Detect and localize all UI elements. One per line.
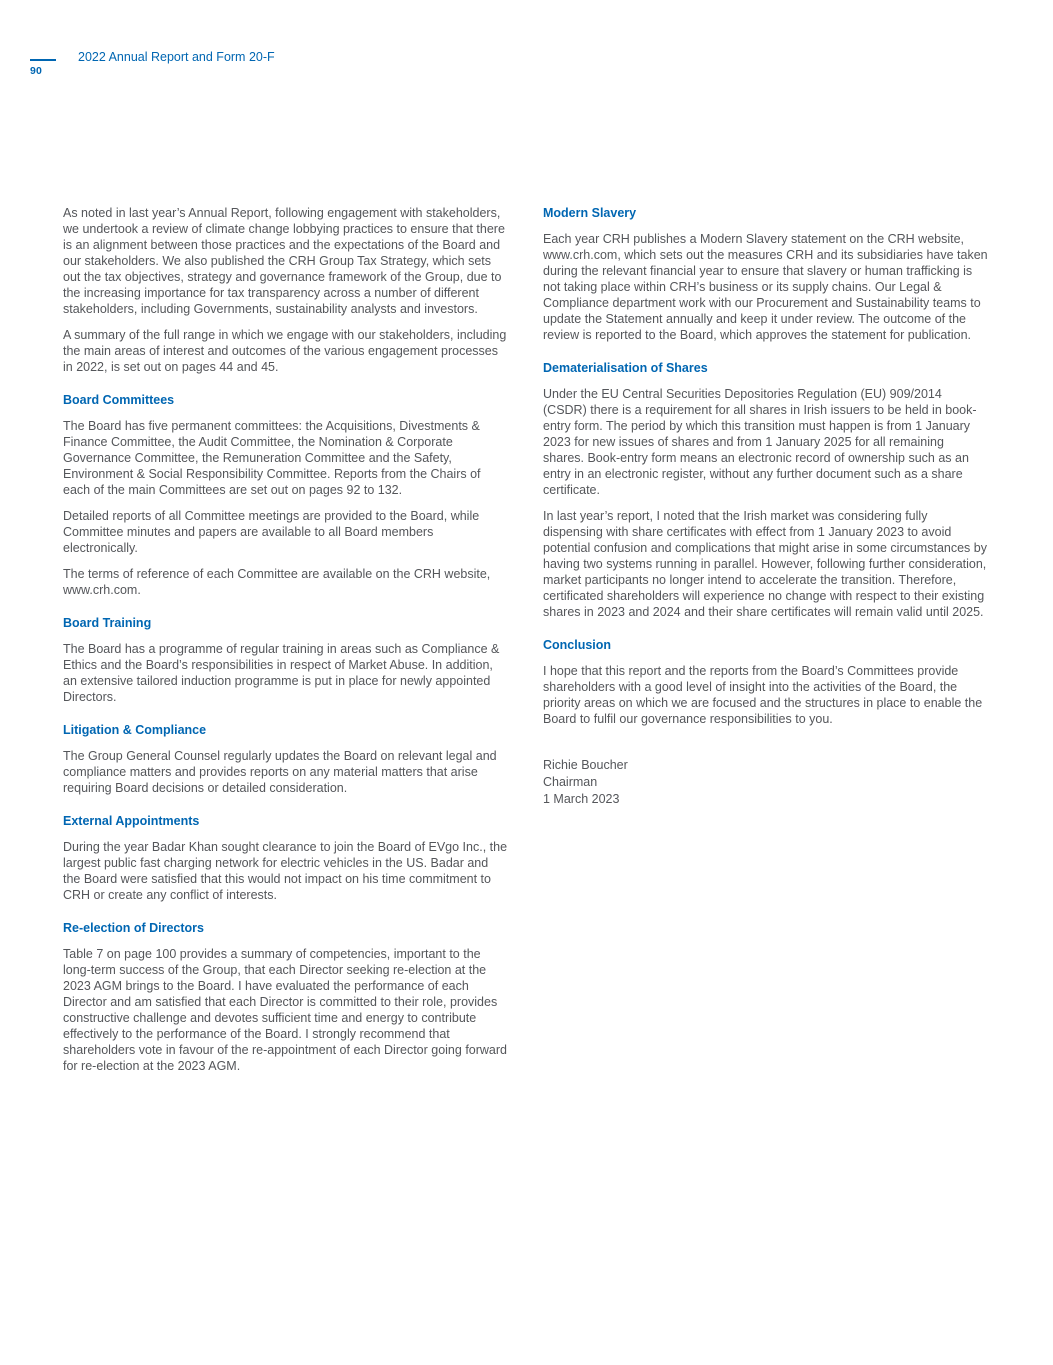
header-rule [30,59,56,61]
paragraph-litigation-compliance: The Group General Counsel regularly updates the Board on relevant legal and compliance matters and provides reports on any material matters that arise requiring Board decisions or detailed consideration. [63,749,497,795]
signatory-name: Richie Boucher [543,758,628,772]
heading-re-election-of-directors: Re-election of Directors [63,921,205,935]
signatory-role: Chairman [543,775,598,789]
paragraph-board-training: The Board has a programme of regular training in areas such as Compliance & Ethics and the Board’s responsibilities in respect of Market Abuse. In addition, an extensive tailored induction programme is put in place for newly appointed Directors. [63,642,500,704]
page-number: 90 [30,65,43,77]
paragraph-engagement-summary: A summary of the full range in which we engage with our stakeholders, including the main areas of interest and outcomes of the various engagement processes in 2022, is set out on pages 44 and 45. [63,328,507,374]
heading-board-training: Board Training [63,616,152,630]
report-title: 2022 Annual Report and Form 20-F [78,50,275,64]
signature-block [543,757,988,808]
left-column [63,205,508,1084]
heading-litigation-compliance: Litigation & Compliance [63,723,207,737]
heading-dematerialisation-of-shares: Dematerialisation of Shares [543,361,708,375]
paragraph-committee-reports: Detailed reports of all Committee meetings are provided to the Board, while Committee minutes and papers are available to all Board members electronically. [63,509,480,555]
page-header [30,50,275,77]
paragraph-permanent-committees: The Board has five permanent committees: the Acquisitions, Divestments & Finance Committee, the Audit Committee, the Nomination & Corporate Governance Committee, the Remuneration Committee and the Safety, Environment & Social Responsibility Committee. Reports from the Chairs of each of the main Committees are set out on pages 92 to 132. [63,419,481,497]
page-number-block [30,59,56,77]
paragraph-dematerialisation-csdr: Under the EU Central Securities Depositories Regulation (EU) 909/2014 (CSDR) there is a requirement for all shares in Irish issuers to be held in book-entry form. The period by which this transition must happen is from 1 January 2023 for new issues of shares and from 1 January 2025 for all remaining shares. Book-entry form means an electronic record of ownership such as an entry in an electronic register, without any further document such as a share certificate. [543,387,977,497]
signature-date: 1 March 2023 [543,792,620,806]
paragraph-conclusion: I hope that this report and the reports from the Board’s Committees provide shareholders with a good level of insight into the activities of the Board, the priority areas on which we are focused and the structures in place to enable the Board to fulfil our governance responsibilities to you. [543,664,983,726]
paragraph-external-appointments: During the year Badar Khan sought clearance to join the Board of EVgo Inc., the largest public fast charging network for electric vehicles in the US. Badar and the Board were satisfied that this would not impact on his time commitment to CRH or create any conflict of interests. [63,840,508,902]
paragraph-stakeholder-review: As noted in last year’s Annual Report, following engagement with stakeholders, we undertook a review of climate change lobbying practices to ensure that there is an alignment between those practices and the expectations of the Board and our stakeholders. We also published the CRH Group Tax Strategy, which sets out the tax objectives, strategy and governance framework of the Group, due to the increasing importance for tax transparency across a number of different stakeholders, including Governments, sustainability analysts and investors. [63,206,505,316]
page-content [63,205,988,1084]
heading-modern-slavery: Modern Slavery [543,206,637,220]
paragraph-re-election: Table 7 on page 100 provides a summary of competencies, important to the long-term success of the Group, that each Director seeking re-election at the 2023 AGM brings to the Board. I have evaluated the performance of each Director and am satisfied that each Director is committed to their role, provides constructive challenge and devotes sufficient time and energy to contribute effectively to the performance of the Board. I strongly recommend that shareholders vote in favour of the re-appointment of each Director going forward for re-election at the 2023 AGM. [63,947,507,1073]
paragraph-modern-slavery: Each year CRH publishes a Modern Slavery statement on the CRH website, www.crh.com, which sets out the measures CRH and its subsidiaries have taken during the relevant financial year to ensure that slavery or human trafficking is not taking place within CRH’s business or its supply chains. Our Legal & Compliance department work with our Procurement and Sustainability teams to update the Statement annually and keep it under review. The outcome of the review is reported to the Board, which approves the statement for publication. [543,232,988,342]
heading-external-appointments: External Appointments [63,814,200,828]
paragraph-share-certificates: In last year’s report, I noted that the Irish market was considering fully dispensing with share certificates with effect from 1 January 2023 to avoid potential confusion and complications that might arise in some circumstances by having two systems running in parallel. However, following further consideration, market participants no longer intend to accelerate the transition. Therefore, certificated shareholders will experience no change with respect to their existing shares in 2023 and 2024 and their share certificates will remain valid until 2025. [543,509,987,619]
heading-board-committees: Board Committees [63,393,175,407]
paragraph-terms-of-reference: The terms of reference of each Committee are available on the CRH website, www.crh.com. [63,567,491,597]
heading-conclusion: Conclusion [543,638,612,652]
right-column [543,205,988,1084]
